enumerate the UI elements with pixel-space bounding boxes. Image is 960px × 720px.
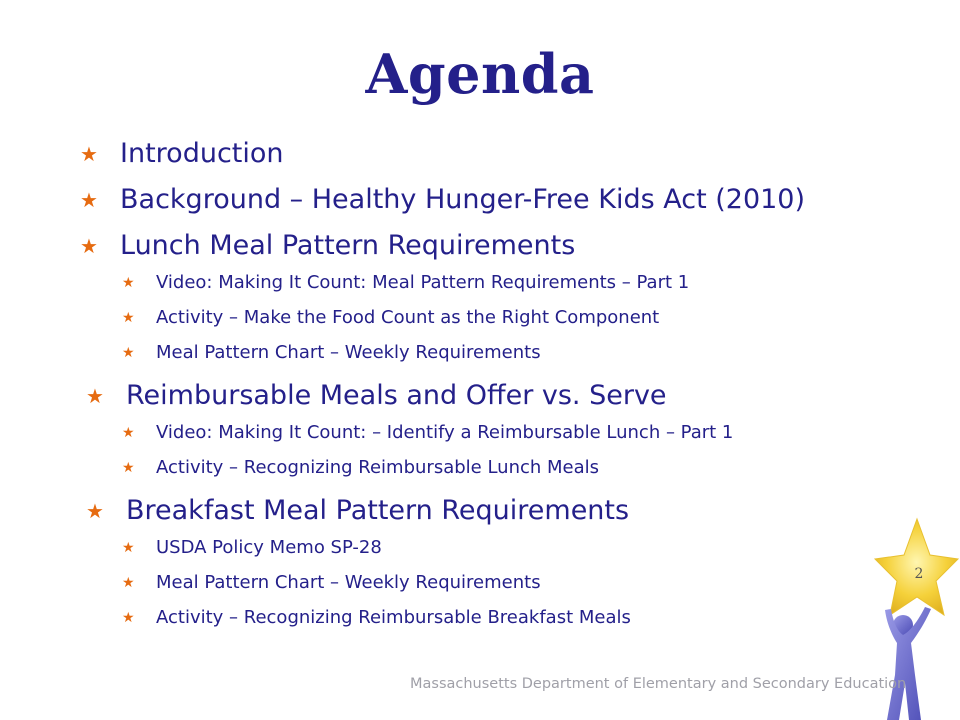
agenda-subitem xyxy=(122,607,631,628)
star-bullet-icon: ★ xyxy=(80,187,98,212)
footer-text: Massachusetts Department of Elementary and Secondary Education xyxy=(410,676,907,692)
agenda-item-text: Breakfast Meal Pattern Requirements xyxy=(126,495,630,526)
agenda-subitem xyxy=(122,307,659,328)
agenda-item-text: Reimbursable Meals and Offer vs. Serve xyxy=(126,380,667,411)
star-bullet-icon: ★ xyxy=(122,574,135,591)
star-bullet-icon: ★ xyxy=(122,539,135,556)
agenda-item xyxy=(86,495,629,526)
star-bullet-icon: ★ xyxy=(86,498,104,523)
star-bullet-icon: ★ xyxy=(122,609,135,626)
agenda-item xyxy=(80,138,284,169)
agenda-item-text: Introduction xyxy=(120,138,284,169)
agenda-item-text: Meal Pattern Chart – Weekly Requirements xyxy=(156,572,541,593)
agenda-subitem xyxy=(122,537,382,558)
star-bullet-icon: ★ xyxy=(122,344,135,361)
agenda-item xyxy=(86,380,667,411)
slide-title: Agenda xyxy=(365,42,595,106)
agenda-item xyxy=(80,184,805,215)
star-bullet-icon: ★ xyxy=(122,459,135,476)
agenda-item-text: Meal Pattern Chart – Weekly Requirements xyxy=(156,342,541,363)
agenda-subitem xyxy=(122,272,689,293)
agenda-subitem xyxy=(122,572,541,593)
agenda-item-text: Activity – Recognizing Reimbursable Breakfast Meals xyxy=(156,607,631,628)
agenda-item xyxy=(80,230,575,261)
agenda-subitem xyxy=(122,457,599,478)
star-bullet-icon: ★ xyxy=(122,309,135,326)
agenda-subitem xyxy=(122,422,733,443)
star-bullet-icon: ★ xyxy=(122,424,135,441)
agenda-item-text: Lunch Meal Pattern Requirements xyxy=(120,230,576,261)
page-number: 2 xyxy=(914,566,924,582)
star-bullet-icon: ★ xyxy=(86,383,104,408)
agenda-item-text: Activity – Recognizing Reimbursable Lunch Meals xyxy=(156,457,600,478)
agenda-item-text: Video: Making It Count: Meal Pattern Requirements – Part 1 xyxy=(156,272,690,293)
agenda-item-text: Activity – Make the Food Count as the Right Component xyxy=(156,307,660,328)
agenda-subitem xyxy=(122,342,541,363)
star-bullet-icon: ★ xyxy=(80,141,98,166)
person-figure xyxy=(885,607,931,720)
agenda-item-text: Video: Making It Count: – Identify a Reimbursable Lunch – Part 1 xyxy=(156,422,734,443)
agenda-item-text: USDA Policy Memo SP-28 xyxy=(156,537,382,558)
agenda-item-text: Background – Healthy Hunger-Free Kids Act (2010) xyxy=(120,184,806,215)
star-bullet-icon: ★ xyxy=(122,274,135,291)
star-bullet-icon: ★ xyxy=(80,233,98,258)
